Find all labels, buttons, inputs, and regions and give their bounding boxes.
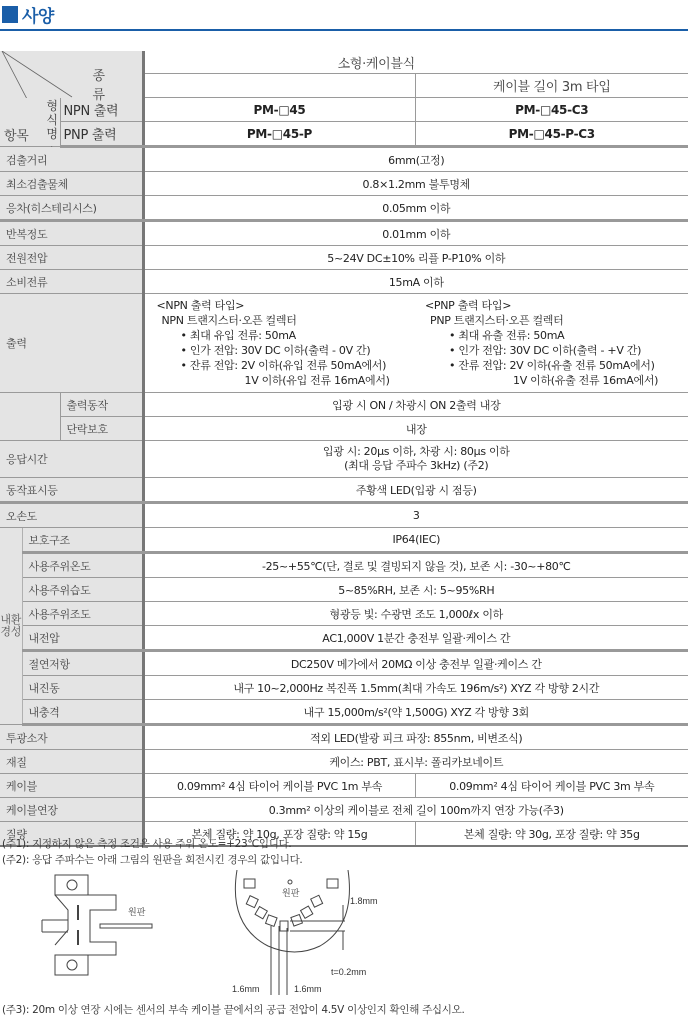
env-group-label: 내환경성 [0,528,22,725]
note-1: (주1): 지정하지 않은 측정 조건은 사용 주위 온도=+23℃입니다. [2,838,292,850]
corner-type-label: 종 류 [92,69,124,103]
row-weight: 질량 본체 질량: 약 10g, 포장 질량: 약 15g 본체 질량: 약 30g, 포장 질량: 약 35g [0,822,688,847]
output-label: 출력 [0,294,143,393]
row-output [0,294,688,393]
output-pnp: <PNP 출력 타입> PNP 트랜지스터·오픈 컬렉터 • 최대 유출 전류: 50mA • 인가 전압: 30V DC 이하(출력 - +V 간) • 잔류 전압: 2V 이하(유출 전류 50mA에서) 1V 이하(유출 전류 16mA에서) [415,294,688,393]
row-illum: 사용주위조도 형광등 빛: 수광면 조도 1,000ℓx 이하 [0,602,688,626]
response-diagram [0,870,400,1000]
spec-table [0,51,688,847]
pnp-model-c3: PM-□45-P-C3 [415,122,688,147]
row-temp: 사용주위온도 -25~+55℃(단, 결로 및 결빙되지 않을 것), 보존 시: -30~+80℃ [0,553,688,578]
header-item-cell [0,98,60,147]
section-title-text: 사양 [22,7,54,27]
header-corner [0,51,143,103]
row-emitter: 투광소자 적외 LED(발광 피크 파장: 855nm, 비변조식) [0,725,688,750]
row-shock: 내충격 내구 15,000m/s²(약 1,500G) XYZ 각 방향 3회 [0,700,688,725]
row-humidity: 사용주위습도 5~85%RH, 보존 시: 5~95%RH [0,578,688,602]
row-cable-ext: 케이블연장 0.3mm² 이상의 케이블로 전체 길이 100m까지 연장 가능(주3) [0,798,688,822]
npn-model-c3: PM-□45-C3 [415,98,688,122]
pnp-model-standard: PM-□45-P [143,122,415,147]
output-npn: <NPN 출력 타입> NPN 트랜지스터·오픈 컬렉터 • 최대 유입 전류: 50mA • 인가 전압: 30V DC 이하(출력 - 0V 간) • 잔류 전압: 2V 이하(유입 전류 50mA에서) 1V 이하(유입 전류 16mA에서) [143,294,415,393]
row-insulation: 절연저항 DC250V 메가에서 20MΩ 이상 충전부 일괄·케이스 간 [0,651,688,676]
row-indicator: 동작표시등 주황색 LED(입광 시 점등) [0,478,688,503]
row-power: 전원전압 5~24V DC±10% 리플 P-P10% 이하 [0,246,688,270]
row-output-action: 출력동작 입광 시 ON / 차광시 ON 2출력 내장 [0,393,688,417]
row-dielectric: 내전압 AC1,000V 1분간 충전부 일괄·케이스 간 [0,626,688,651]
dim-thickness: t=0.2mm [331,967,367,977]
row-current: 소비전류 15mA 이하 [0,270,688,294]
title-square-icon [2,6,18,23]
row-vibration: 내진동 내구 10~2,000Hz 복진폭 1.5mm(최대 가속도 196m/s²) XYZ 각 방향 2시간 [0,676,688,700]
dim-1-6mm-left: 1.6mm [232,984,260,994]
npn-label: NPN 출력 [60,98,143,122]
dim-1-6mm-right: 1.6mm [294,984,322,994]
row-response: 응답시간 입광 시: 20μs 이하, 차광 시: 80μs 이하 (최대 응답 주파수 3kHz) (주2) [0,441,688,478]
disk-label-left: 원판 [128,907,146,917]
row-cable: 케이블 0.09mm² 4심 타이어 케이블 PVC 1m 부속 0.09mm² 4심 타이어 케이블 PVC 3m 부속 [0,774,688,798]
item-label: 항목 [4,128,29,144]
row-hysteresis: 응차(히스테리시스) 0.05mm 이하 [0,196,688,221]
type-group-label: 소형·케이블식 [143,51,688,74]
row-detect-distance: 검출거리 6mm(고정) [0,147,688,172]
row-protection: 내환경성 보호구조 IP64(IEC) [0,528,688,553]
row-short-protect: 단락보호 내장 [0,417,688,441]
disk-label-center: 원판 [282,888,300,898]
row-pollution: 오손도 3 [0,503,688,528]
header-row-type [0,51,688,74]
sensor-icon [42,875,152,975]
section-title [0,2,688,28]
npn-model-standard: PM-□45 [143,98,415,122]
cable-3m-type-label: 케이블 길이 3m 타입 [415,74,688,98]
row-min-object: 최소검출물체 0.8×1.2mm 불투명체 [0,172,688,196]
note-2: (주2): 응답 주파수는 아래 그림의 원판을 회전시킨 경우의 값입니다. [2,854,303,866]
row-repeat: 반복정도 0.01mm 이하 [0,221,688,246]
model-name-label: 형식명 [46,98,58,141]
title-divider [0,29,688,31]
note-3: (주3): 20m 이상 연장 시에는 센서의 부속 케이블 끝에서의 공급 전압이 4.5V 이상인지 확인해 주십시오. [2,1004,465,1016]
row-material: 재질 케이스: PBT, 표시부: 폴리카보네이트 [0,750,688,774]
dim-1-8mm: 1.8mm [350,896,378,906]
pnp-label: PNP 출력 [60,122,143,147]
